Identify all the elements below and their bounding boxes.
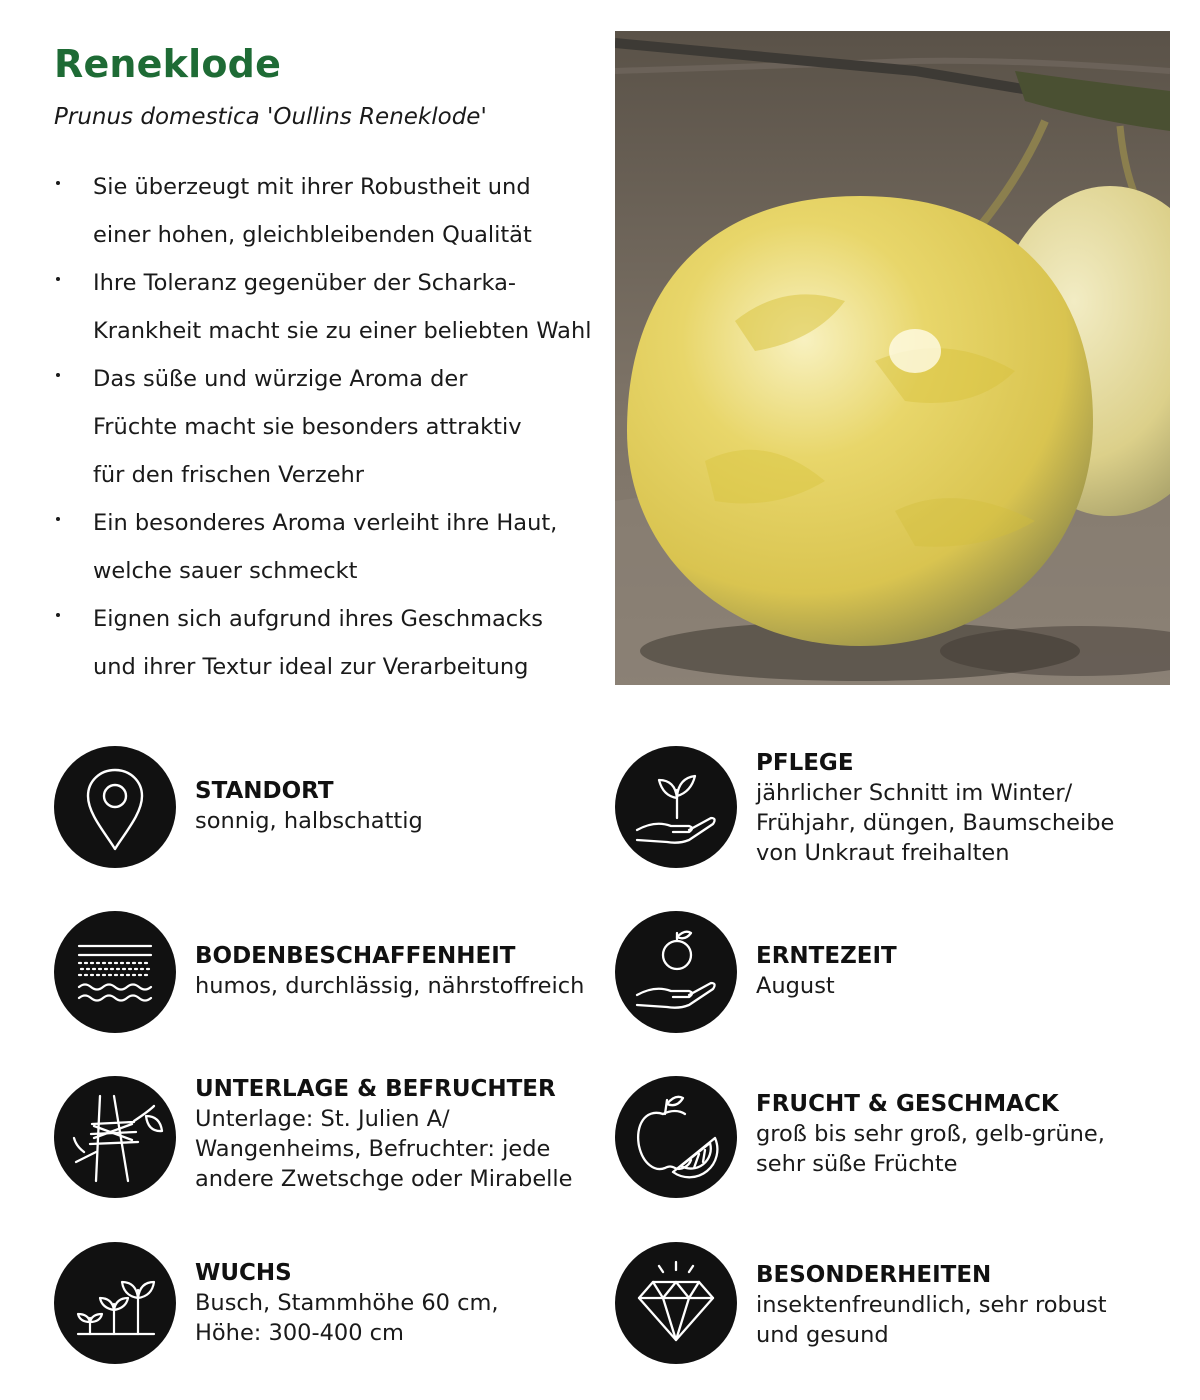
feature-description xyxy=(756,778,1114,868)
feature-description-line: Unterlage: St. Julien A/ xyxy=(195,1106,450,1132)
feature-description xyxy=(195,806,423,836)
plant-in-hand-icon xyxy=(615,746,737,868)
feature-description-line: sonnig, halbschattig xyxy=(195,808,423,834)
bullet-line: welche sauer schmeckt xyxy=(93,558,358,584)
bullet-item xyxy=(54,163,614,259)
feature-description xyxy=(756,1290,1107,1350)
feature-description-line: und gesund xyxy=(756,1322,889,1348)
feature-heading: WUCHS xyxy=(195,1260,292,1286)
bullet-line: für den frischen Verzehr xyxy=(93,462,365,488)
bullet-item xyxy=(54,595,614,691)
feature-wuchs xyxy=(54,1242,614,1366)
bullet-dot-icon xyxy=(56,517,60,521)
feature-description xyxy=(756,1119,1105,1179)
feature-besonderheiten xyxy=(615,1242,1175,1366)
feature-description-line: Frühjahr, düngen, Baumscheibe xyxy=(756,810,1115,836)
feature-description xyxy=(195,1104,573,1194)
bullet-line: Ein besonderes Aroma verleiht ihre Haut, xyxy=(93,510,558,536)
feature-heading: UNTERLAGE & BEFRUCHTER xyxy=(195,1076,556,1102)
bullet-line: Früchte macht sie besonders attraktiv xyxy=(93,414,522,440)
bullet-line: Krankheit macht sie zu einer beliebten Wahl xyxy=(93,318,592,344)
bullet-item xyxy=(54,259,614,355)
feature-description-line: groß bis sehr groß, gelb-grüne, xyxy=(756,1121,1105,1147)
feature-description-line: humos, durchlässig, nährstoffreich xyxy=(195,973,585,999)
feature-description xyxy=(195,971,584,1001)
feature-frucht-geschmack xyxy=(615,1076,1175,1200)
feature-heading: ERNTEZEIT xyxy=(756,943,897,969)
feature-description-line: insektenfreundlich, sehr robust xyxy=(756,1292,1107,1318)
product-title: Reneklode xyxy=(54,42,282,86)
feature-pflege xyxy=(615,746,1175,870)
feature-description-line: August xyxy=(756,973,835,999)
feature-description-line: von Unkraut freihalten xyxy=(756,840,1010,866)
feature-standort xyxy=(54,746,614,870)
feature-heading: BESONDERHEITEN xyxy=(756,1262,992,1288)
feature-description-line: Busch, Stammhöhe 60 cm, xyxy=(195,1290,499,1316)
feature-description-line: sehr süße Früchte xyxy=(756,1151,958,1177)
plum-photo xyxy=(615,31,1170,685)
bullet-line: Ihre Toleranz gegenüber der Scharka- xyxy=(93,270,517,296)
bullet-dot-icon xyxy=(56,373,60,377)
feature-description xyxy=(195,1288,499,1348)
bullet-dot-icon xyxy=(56,277,60,281)
feature-bullet-list xyxy=(54,163,614,691)
feature-description-line: andere Zwetschge oder Mirabelle xyxy=(195,1166,573,1192)
bullet-line: einer hohen, gleichbleibenden Qualität xyxy=(93,222,532,248)
bullet-line: Eignen sich aufgrund ihres Geschmacks xyxy=(93,606,543,632)
bullet-line: Sie überzeugt mit ihrer Robustheit und xyxy=(93,174,531,200)
feature-heading: PFLEGE xyxy=(756,750,854,776)
bullet-line: und ihrer Textur ideal zur Verarbeitung xyxy=(93,654,529,680)
feature-description-line: Wangenheims, Befruchter: jede xyxy=(195,1136,551,1162)
diamond-icon xyxy=(615,1242,737,1364)
bullet-line: Das süße und würzige Aroma der xyxy=(93,366,468,392)
apple-orange-icon xyxy=(615,1076,737,1198)
bullet-dot-icon xyxy=(56,613,60,617)
feature-description-line: jährlicher Schnitt im Winter/ xyxy=(756,780,1073,806)
bullet-item xyxy=(54,499,614,595)
feature-heading: BODENBESCHAFFENHEIT xyxy=(195,943,516,969)
feature-unterlage-befruchter xyxy=(54,1076,614,1200)
fruit-in-hand-icon xyxy=(615,911,737,1033)
latin-name: Prunus domestica 'Oullins Reneklode' xyxy=(54,104,487,130)
seedlings-icon xyxy=(54,1242,176,1364)
location-pin-icon xyxy=(54,746,176,868)
feature-heading: STANDORT xyxy=(195,778,334,804)
grafting-icon xyxy=(54,1076,176,1198)
feature-description xyxy=(756,971,897,1001)
bullet-dot-icon xyxy=(56,181,60,185)
feature-erntezeit xyxy=(615,911,1175,1035)
soil-layers-icon xyxy=(54,911,176,1033)
bullet-item xyxy=(54,355,614,499)
feature-bodenbeschaffenheit xyxy=(54,911,614,1035)
feature-description-line: Höhe: 300-400 cm xyxy=(195,1320,404,1346)
feature-heading: FRUCHT & GESCHMACK xyxy=(756,1091,1059,1117)
